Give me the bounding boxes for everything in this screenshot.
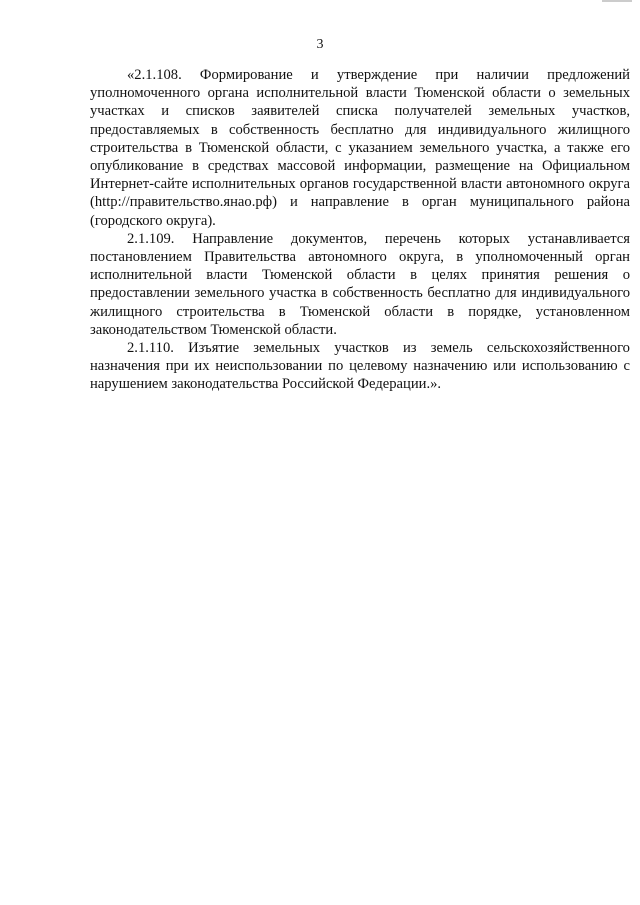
paragraph-number: 2.1.109. — [127, 230, 175, 247]
scan-edge-mark — [602, 0, 632, 2]
page-number: 3 — [316, 37, 324, 52]
paragraph-2-1-108 — [90, 66, 630, 230]
paragraph-number: 2.1.110. — [127, 340, 174, 357]
document-body — [90, 66, 630, 394]
paragraph-text: Формирование и утверждение при наличии предложений уполномоченного органа исполнительной власти Тюменской области о земельных участках и списков заявителей списка получателей земельных участков, предоставляемых в собственность бесплатно для индивидуального жилищного строительства в Тюменской области, с указанием земельного участка, а также его опубликование в средствах массовой информации, размещение на Официальном Интернет-сайте исполнительных органов государственной власти автономного округа (http://правительство.янао.рф) и направление в орган муниципального района (городского округа). — [90, 67, 630, 229]
paragraph-text: Направление документов, перечень которых устанавливается постановлением Правительства автономного округа, в уполномоченный орган исполнительной власти Тюменской области в целях принятия решения о предоставлении земельного участка в собственность бесплатно для индивидуального жилищного строительства в Тюменской области в порядке, установленном законодательством Тюменской области. — [90, 230, 630, 338]
paragraph-text: Изъятие земельных участков из земель сельскохозяйственного назначения при их неиспользовании по целевому назначению или использованию с нарушением законодательства Российской Федерации.». — [90, 340, 630, 393]
paragraph-number: «2.1.108. — [127, 67, 182, 83]
paragraph-2-1-110 — [90, 339, 630, 394]
paragraph-2-1-109 — [90, 230, 630, 339]
